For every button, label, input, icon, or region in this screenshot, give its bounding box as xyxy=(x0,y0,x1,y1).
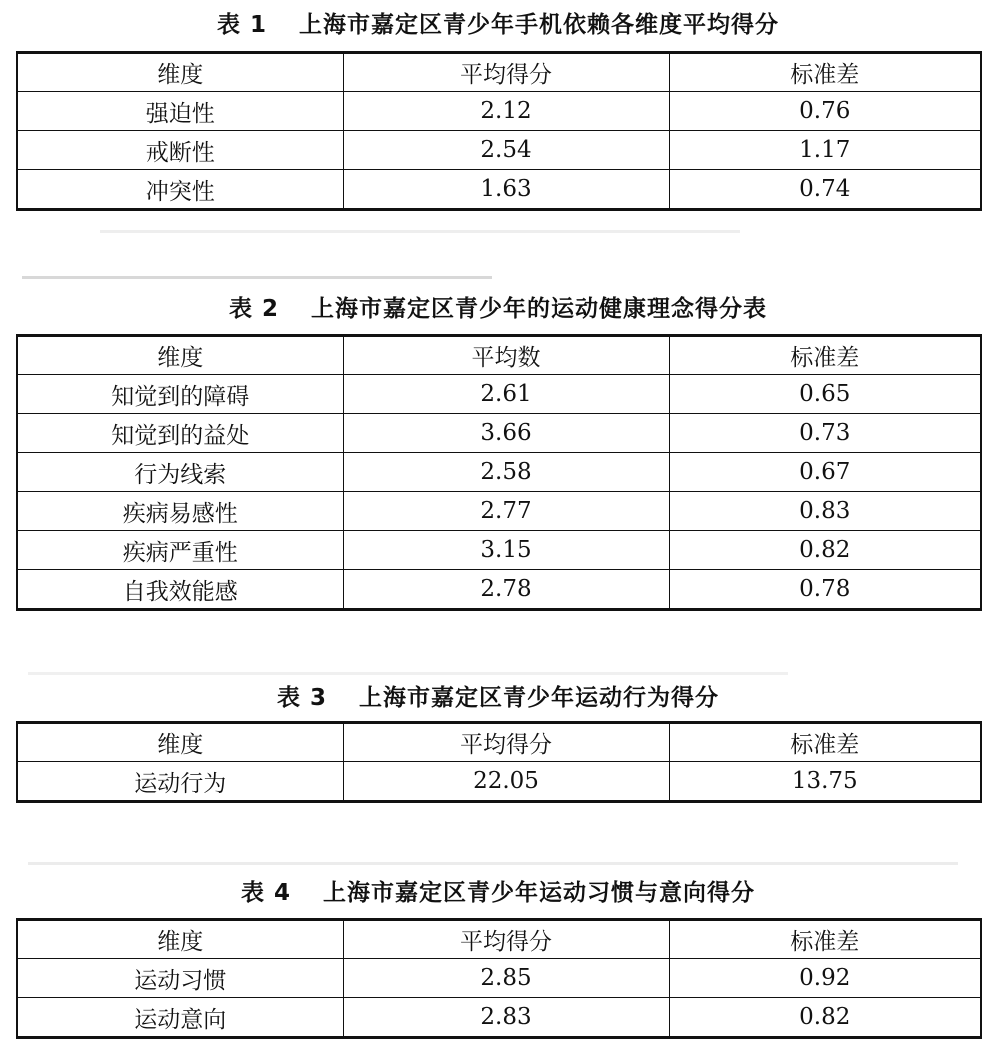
table-1-header-row xyxy=(17,53,981,92)
faint-line xyxy=(22,276,492,279)
sd-cell: 0.65 xyxy=(669,375,981,414)
table-4-header-row xyxy=(17,920,981,959)
mean-cell: 2.58 xyxy=(343,453,669,492)
table-3-caption xyxy=(0,683,996,713)
sd-cell: 1.17 xyxy=(669,131,981,170)
sd-cell: 0.74 xyxy=(669,170,981,210)
table-row xyxy=(17,170,981,210)
sd-cell: 0.82 xyxy=(669,998,981,1038)
dimension-cell: 冲突性 xyxy=(17,170,343,210)
header-cell: 平均数 xyxy=(343,336,669,375)
table-3-header-row xyxy=(17,723,981,762)
table-1-label: 表 1 xyxy=(216,12,267,38)
header-cell: 标准差 xyxy=(669,723,981,762)
sd-cell: 0.83 xyxy=(669,492,981,531)
faint-line xyxy=(100,230,740,233)
table-2-caption xyxy=(0,294,996,324)
mean-cell: 1.63 xyxy=(343,170,669,210)
table-1-title: 上海市嘉定区青少年手机依赖各维度平均得分 xyxy=(299,12,779,38)
table-2-header-row xyxy=(17,336,981,375)
table-row xyxy=(17,375,981,414)
dimension-cell: 运动习惯 xyxy=(17,959,343,998)
dimension-cell: 运动意向 xyxy=(17,998,343,1038)
table-2-title: 上海市嘉定区青少年的运动健康理念得分表 xyxy=(311,296,767,322)
table-row xyxy=(17,453,981,492)
dimension-cell: 运动行为 xyxy=(17,762,343,802)
sd-cell: 0.78 xyxy=(669,570,981,610)
dimension-cell: 自我效能感 xyxy=(17,570,343,610)
header-cell: 标准差 xyxy=(669,920,981,959)
mean-cell: 2.83 xyxy=(343,998,669,1038)
table-2-label: 表 2 xyxy=(228,296,279,322)
table-row xyxy=(17,92,981,131)
sd-cell: 13.75 xyxy=(669,762,981,802)
table-4-title: 上海市嘉定区青少年运动习惯与意向得分 xyxy=(323,880,755,906)
header-cell: 平均得分 xyxy=(343,723,669,762)
header-cell: 标准差 xyxy=(669,336,981,375)
header-cell: 平均得分 xyxy=(343,53,669,92)
table-1 xyxy=(16,51,982,211)
table-row xyxy=(17,762,981,802)
table-4 xyxy=(16,918,982,1039)
mean-cell: 22.05 xyxy=(343,762,669,802)
table-row xyxy=(17,131,981,170)
mean-cell: 2.61 xyxy=(343,375,669,414)
table-2 xyxy=(16,334,982,611)
table-row xyxy=(17,959,981,998)
table-3-title: 上海市嘉定区青少年运动行为得分 xyxy=(359,685,719,711)
table-row xyxy=(17,492,981,531)
mean-cell: 2.77 xyxy=(343,492,669,531)
sd-cell: 0.76 xyxy=(669,92,981,131)
dimension-cell: 疾病易感性 xyxy=(17,492,343,531)
mean-cell: 3.15 xyxy=(343,531,669,570)
table-row xyxy=(17,570,981,610)
header-cell: 维度 xyxy=(17,723,343,762)
table-4-label: 表 4 xyxy=(240,880,291,906)
faint-line xyxy=(28,672,788,675)
mean-cell: 2.12 xyxy=(343,92,669,131)
mean-cell: 2.85 xyxy=(343,959,669,998)
table-3-label: 表 3 xyxy=(276,685,327,711)
header-cell: 维度 xyxy=(17,336,343,375)
table-row xyxy=(17,998,981,1038)
sd-cell: 0.67 xyxy=(669,453,981,492)
dimension-cell: 知觉到的障碍 xyxy=(17,375,343,414)
table-1-caption xyxy=(0,10,996,40)
dimension-cell: 强迫性 xyxy=(17,92,343,131)
dimension-cell: 疾病严重性 xyxy=(17,531,343,570)
table-4-caption xyxy=(0,878,996,908)
sd-cell: 0.92 xyxy=(669,959,981,998)
header-cell: 平均得分 xyxy=(343,920,669,959)
header-cell: 维度 xyxy=(17,920,343,959)
table-3 xyxy=(16,721,982,803)
dimension-cell: 知觉到的益处 xyxy=(17,414,343,453)
header-cell: 标准差 xyxy=(669,53,981,92)
dimension-cell: 行为线索 xyxy=(17,453,343,492)
table-row xyxy=(17,414,981,453)
mean-cell: 2.54 xyxy=(343,131,669,170)
mean-cell: 3.66 xyxy=(343,414,669,453)
sd-cell: 0.82 xyxy=(669,531,981,570)
faint-line xyxy=(28,862,958,865)
sd-cell: 0.73 xyxy=(669,414,981,453)
mean-cell: 2.78 xyxy=(343,570,669,610)
table-row xyxy=(17,531,981,570)
header-cell: 维度 xyxy=(17,53,343,92)
dimension-cell: 戒断性 xyxy=(17,131,343,170)
